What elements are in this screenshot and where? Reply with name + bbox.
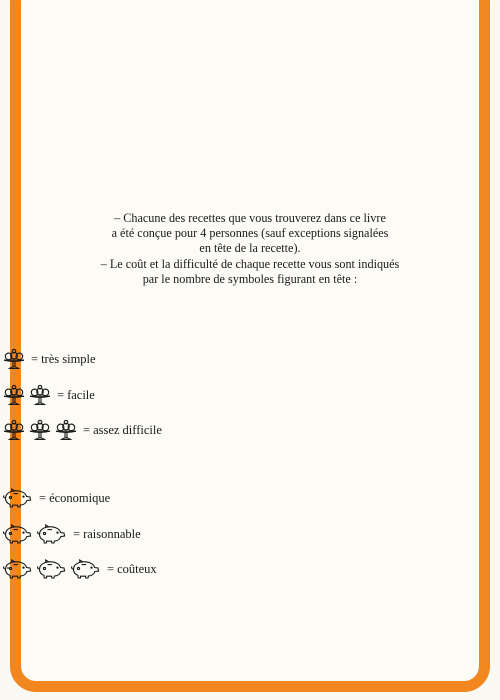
equals-sign: = xyxy=(39,490,47,505)
piggy-bank-icon xyxy=(2,488,34,508)
legend-text: très simple xyxy=(41,351,96,366)
legend-label xyxy=(83,423,162,438)
symbol-group xyxy=(0,384,52,406)
symbol-group xyxy=(0,419,78,441)
legend-difficulty-2 xyxy=(0,382,324,408)
intro-line: – Le coût et la difficulté de chaque recette vous sont indiqués xyxy=(100,256,400,271)
equals-sign: = xyxy=(31,351,39,366)
symbol-group xyxy=(0,488,34,508)
equals-sign: = xyxy=(57,387,65,402)
piggy-bank-icon xyxy=(70,559,102,579)
cake-stand-icon xyxy=(28,384,52,406)
legend-cost-2 xyxy=(0,521,346,547)
legend-label xyxy=(31,352,96,367)
legend-label xyxy=(107,562,157,577)
symbol-group xyxy=(0,559,102,579)
legend-text: facile xyxy=(67,387,95,402)
cake-stand-icon xyxy=(2,419,26,441)
piggy-bank-icon xyxy=(2,559,34,579)
legend-text: assez difficile xyxy=(93,422,162,437)
intro-line: – Chacune des recettes que vous trouverez dans ce livre xyxy=(114,211,386,225)
legend-label xyxy=(73,527,141,542)
legend-cost-3 xyxy=(0,556,327,582)
cake-stand-icon xyxy=(28,419,52,441)
equals-sign: = xyxy=(107,561,115,576)
intro-line: en tête de la recette). xyxy=(199,241,301,256)
intro-line: a été conçue pour 4 personnes (sauf exceptions signalées xyxy=(111,226,389,241)
equals-sign: = xyxy=(73,526,81,541)
equals-sign: = xyxy=(83,422,91,437)
piggy-bank-icon xyxy=(2,524,34,544)
symbol-group xyxy=(0,524,68,544)
intro-line: par le nombre de symboles figurant en tête : xyxy=(142,271,358,286)
legend-text: raisonnable xyxy=(83,526,141,541)
legend-text: coûteux xyxy=(117,561,157,576)
piggy-bank-icon xyxy=(36,524,68,544)
legend-cost-1 xyxy=(0,485,350,511)
legend-difficulty-1 xyxy=(0,346,342,372)
legend-label xyxy=(39,491,110,506)
cake-stand-icon xyxy=(54,419,78,441)
cake-stand-icon xyxy=(2,348,26,370)
legend-difficulty-3 xyxy=(0,417,356,443)
intro-text xyxy=(70,211,430,287)
piggy-bank-icon xyxy=(36,559,68,579)
symbol-group xyxy=(0,348,26,370)
legend-label xyxy=(57,388,95,403)
cake-stand-icon xyxy=(2,384,26,406)
legend-text: économique xyxy=(49,490,111,505)
